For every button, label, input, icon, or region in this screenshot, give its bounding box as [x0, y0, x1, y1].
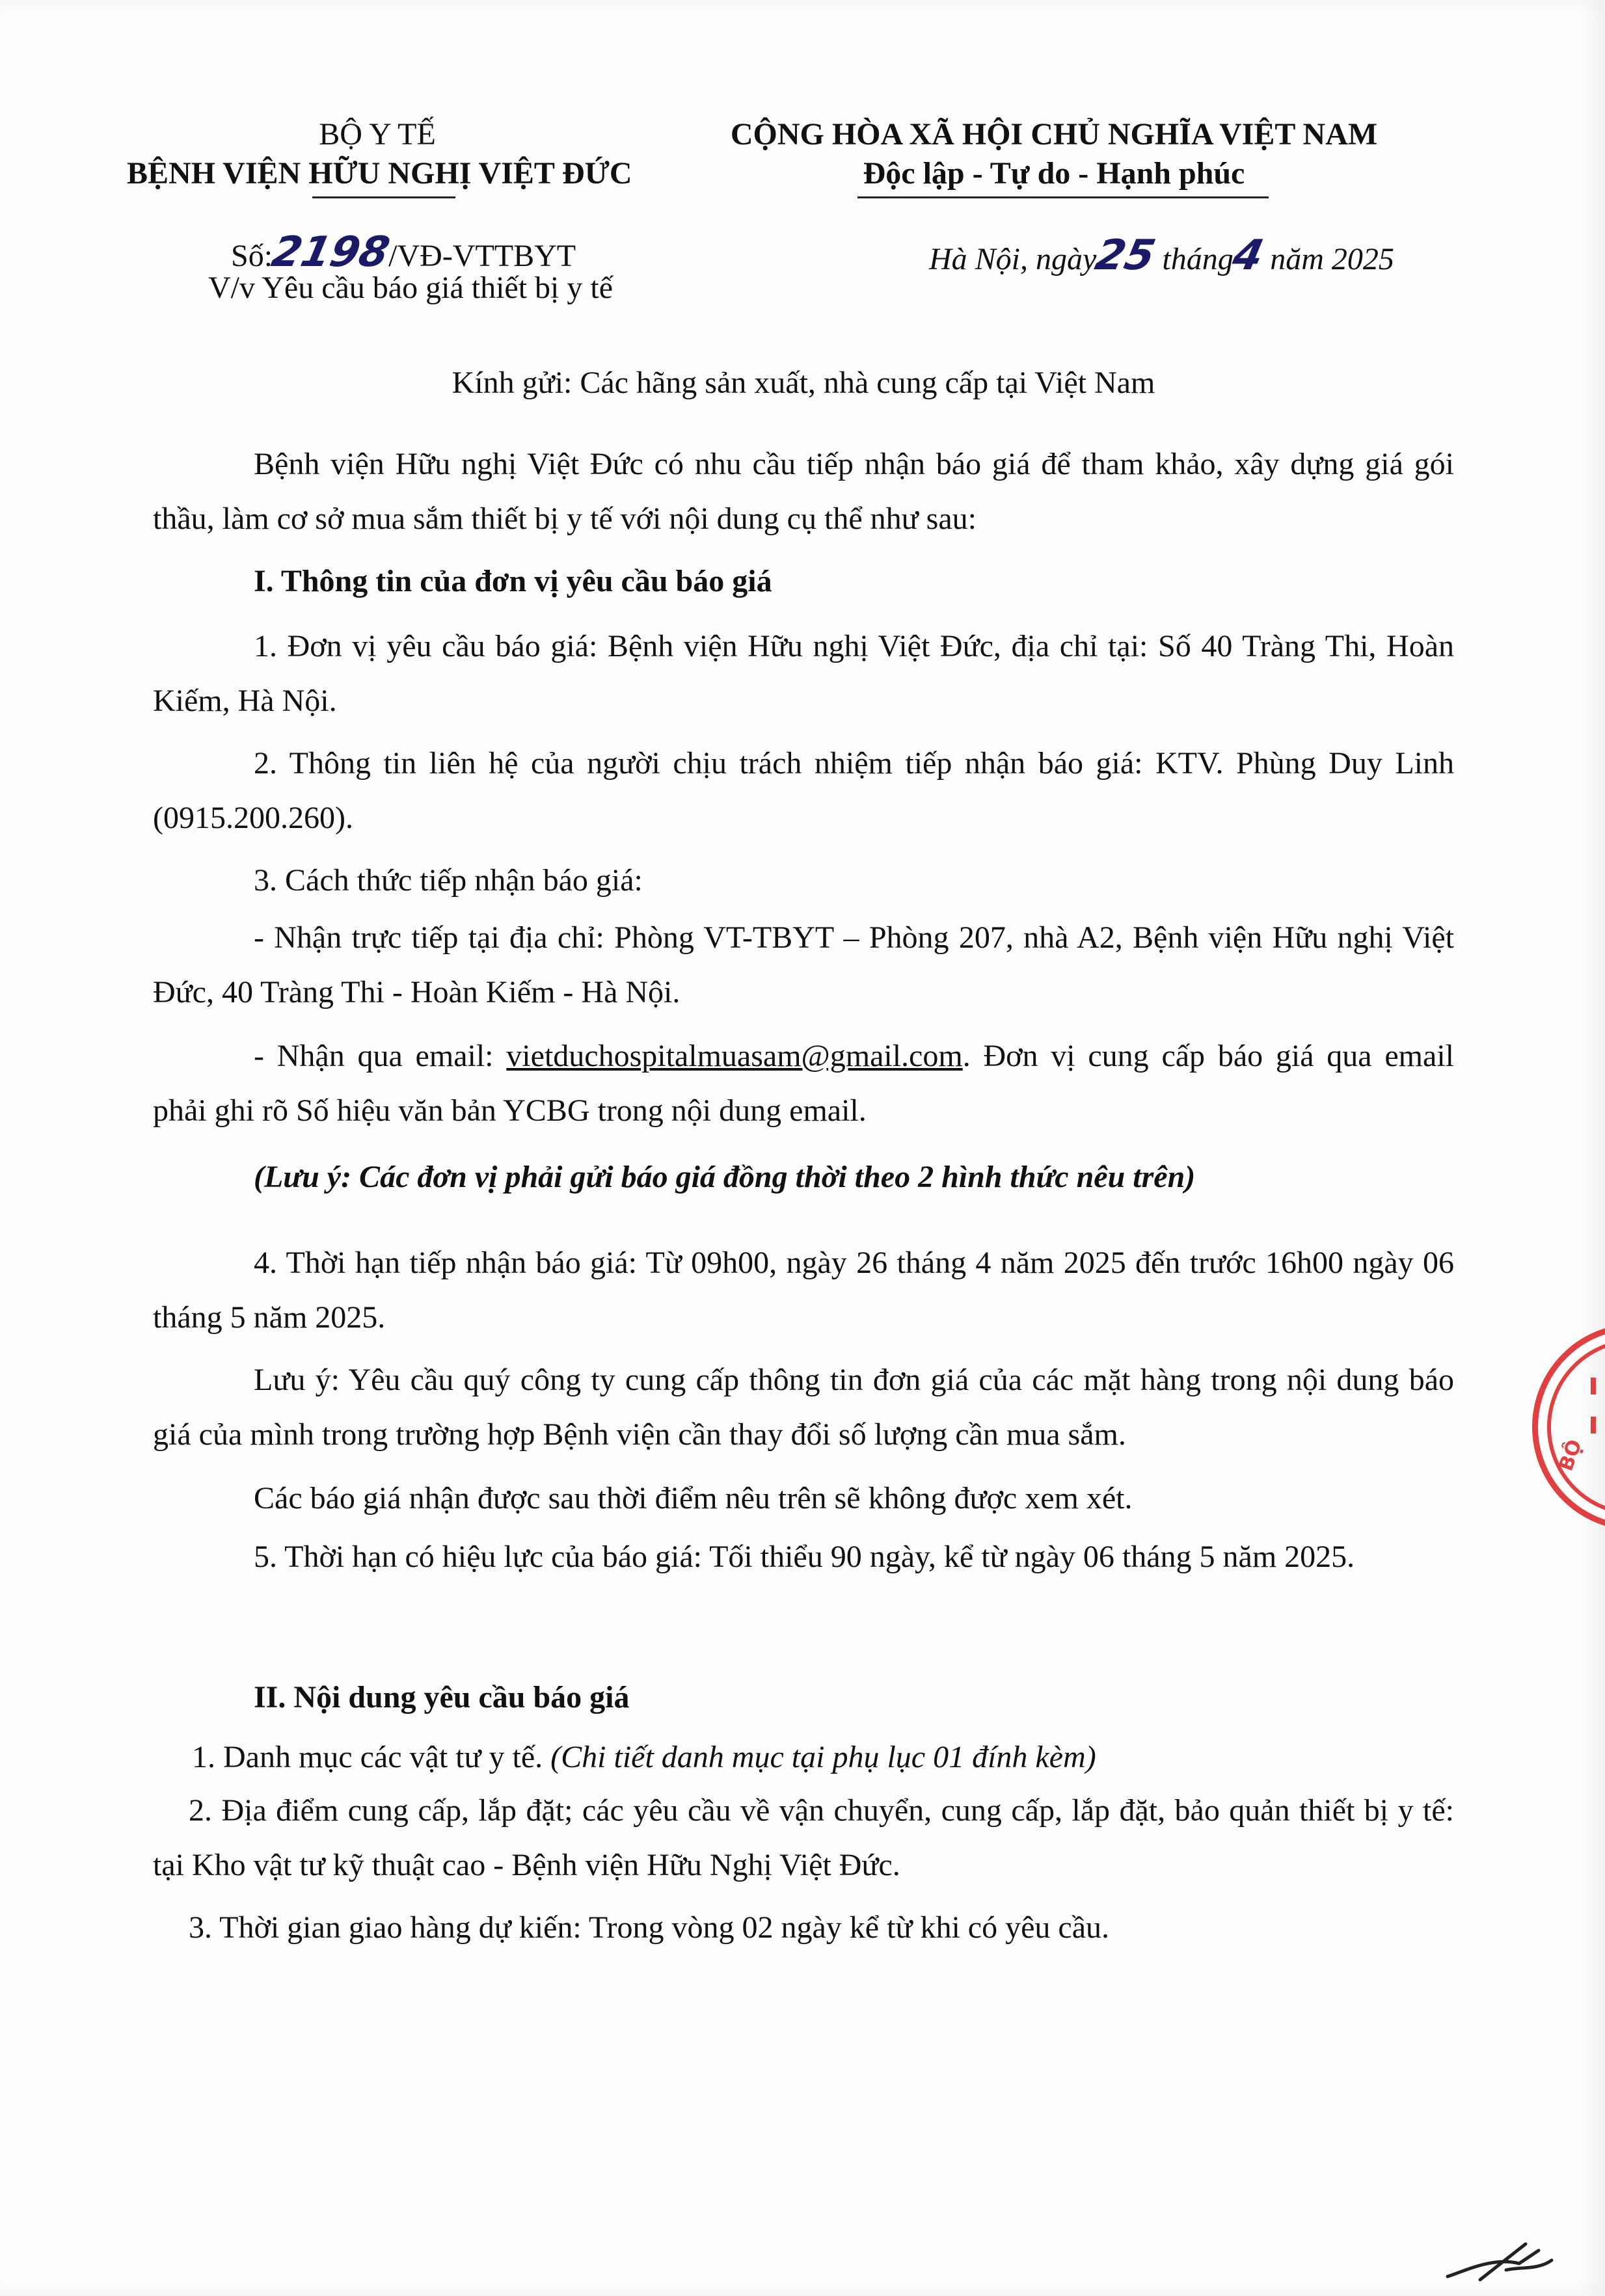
hospital-name: BỆNH VIỆN HỮU NGHỊ VIỆT ĐỨC [127, 156, 632, 191]
intro-paragraph [153, 437, 1454, 546]
section1-item3a [153, 911, 1454, 1020]
section1-note2-text: Lưu ý: Yêu cầu quý công ty cung cấp thông tin đơn giá của các mặt hàng trong nội dung báo giá của mình trong trường hợp Bệnh viện cần thay đổi số lượng cần mua sắm. [153, 1363, 1454, 1452]
section1-item5-text: 5. Thời hạn có hiệu lực của báo giá: Tối thiểu 90 ngày, kể từ ngày 06 tháng 5 năm 2025. [254, 1540, 1355, 1574]
email-suffix: . Đơn vị cung cấp báo giá qua email phải ghi rõ Số hiệu văn bản YCBG trong nội dung email. [153, 1039, 1454, 1128]
section1-note2 [153, 1353, 1454, 1462]
section2-item1-text: 1. Danh mục các vật tư y tế. [192, 1740, 551, 1774]
section2-item1 [192, 1730, 1454, 1785]
date-day: 25 [1091, 232, 1160, 280]
ministry-name: BỘ Y TẾ [319, 117, 436, 152]
document-date [929, 231, 1394, 281]
number-suffix: /VĐ-VTTBYT [388, 239, 576, 273]
section1-late [153, 1471, 1454, 1526]
section2-item3-text: 3. Thời gian giao hàng dự kiến: Trong vòng 02 ngày kể từ khi có yêu cầu. [189, 1910, 1110, 1945]
date-month-label: tháng [1162, 242, 1234, 276]
section2-item2-text: 2. Địa điểm cung cấp, lắp đặt; các yêu cầu về vận chuyển, cung cấp, lắp đặt, bảo quản thiết bị y tế: tại Kho vật tư kỹ thuật cao - Bệnh viện Hữu Nghị Việt Đức. [153, 1793, 1454, 1882]
section1-item4 [153, 1236, 1454, 1345]
section2-title [153, 1670, 1454, 1725]
section1-item3a-text: - Nhận trực tiếp tại địa chỉ: Phòng VT-TBYT – Phòng 207, nhà A2, Bệnh viện Hữu nghị Việt Đức, 40 Tràng Thi - Hoàn Kiếm - Hà Nội. [153, 920, 1454, 1009]
section1-item3-text: 3. Cách thức tiếp nhận báo giá: [254, 863, 643, 898]
section1-item3 [153, 853, 1454, 908]
number-prefix: Số: [231, 239, 273, 273]
section1-title [153, 554, 1454, 609]
email-prefix: - Nhận qua email: [254, 1039, 507, 1073]
intro-text: Bệnh viện Hữu nghị Việt Đức có nhu cầu tiếp nhận báo giá để tham khảo, xây dựng giá gói thầu, làm cơ sở mua sắm thiết bị y tế với nội dung cụ thể như sau: [153, 447, 1454, 536]
section2-item2 [153, 1783, 1454, 1893]
section1-item2-text: 2. Thông tin liên hệ của người chịu trách nhiệm tiếp nhận báo giá: KTV. Phùng Duy Linh (0915.200.260). [153, 746, 1454, 835]
date-month: 4 [1228, 232, 1268, 280]
motto: Độc lập - Tự do - Hạnh phúc [863, 156, 1245, 191]
section1-note-text: (Lưu ý: Các đơn vị phải gửi báo giá đồng thời theo 2 hình thức nêu trên) [254, 1160, 1196, 1194]
section1-item3b [153, 1029, 1454, 1138]
section1-item4-text: 4. Thời hạn tiếp nhận báo giá: Từ 09h00, ngày 26 tháng 4 năm 2025 đến trước 16h00 ngày 06 tháng 5 năm 2025. [153, 1246, 1454, 1335]
stamp-text: BỘ [1554, 1436, 1587, 1475]
section2-item1-italic: (Chi tiết danh mục tại phụ lục 01 đính kèm) [550, 1740, 1096, 1774]
section1-late-text: Các báo giá nhận được sau thời điểm nêu trên sẽ không được xem xét. [254, 1481, 1133, 1515]
recipient-line: Kính gửi: Các hãng sản xuất, nhà cung cấp tại Việt Nam [452, 366, 1155, 400]
motto-underline [857, 196, 1269, 198]
date-place: Hà Nội, ngày [929, 242, 1097, 276]
initials-signature [1441, 2231, 1558, 2289]
section1-item1 [153, 619, 1454, 728]
hospital-underline [312, 196, 455, 198]
stamp-mark-bottom [1591, 1417, 1596, 1434]
section2-title-text: II. Nội dung yêu cầu báo giá [254, 1680, 630, 1715]
date-year: năm 2025 [1270, 242, 1394, 276]
stamp-mark-top [1591, 1378, 1596, 1395]
document-subject: V/v Yêu cầu báo giá thiết bị y tế [208, 271, 614, 305]
section1-title-text: I. Thông tin của đơn vị yêu cầu báo giá [254, 564, 772, 598]
section1-note [153, 1150, 1454, 1205]
number-handwritten: 2198 [267, 228, 394, 276]
republic-title: CỘNG HÒA XÃ HỘI CHỦ NGHĨA VIỆT NAM [730, 117, 1378, 152]
section2-item3 [153, 1901, 1454, 1955]
section1-item1-text: 1. Đơn vị yêu cầu báo giá: Bệnh viện Hữu nghị Việt Đức, địa chỉ tại: Số 40 Tràng Thi, Hoàn Kiếm, Hà Nội. [153, 629, 1454, 718]
email-link[interactable]: vietduchospitalmuasam@gmail.com [506, 1039, 963, 1073]
section1-item5 [153, 1530, 1454, 1584]
section1-item2 [153, 736, 1454, 846]
